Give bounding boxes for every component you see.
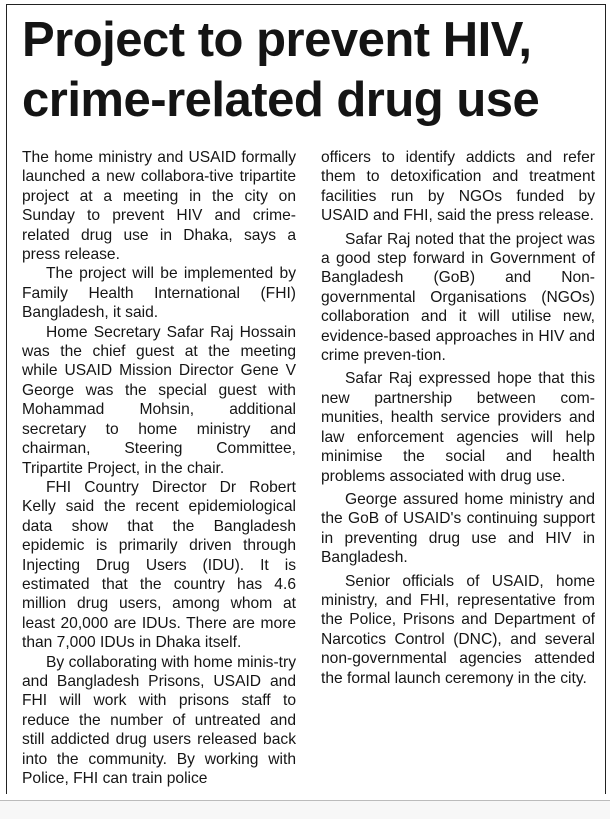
page-bottom-edge bbox=[0, 800, 610, 819]
paragraph: George assured home ministry and the GoB of USAID's continuing support in preventing drug use and HIV in Bangladesh. bbox=[321, 490, 595, 567]
paragraph: Safar Raj expressed hope that this new partnership between com-munities, health service providers and law enforcement agencies will help minimise the social and health problems associated with drug use. bbox=[321, 370, 595, 485]
paragraph: Safar Raj noted that the project was a good step forward in Government of Bangladesh (GoB) and Non-governmental Organisations (NGOs) collaboration and it will utilise new, evidence-based approaches in HIV and crime preven-tion. bbox=[321, 230, 595, 365]
paragraph: The home ministry and USAID formally launched a new collabora-tive tripartite project at a meeting in the city on Sunday to prevent HIV and crime-related drug use in Dhaka, says a press release. bbox=[22, 149, 296, 264]
paragraph: By collaborating with home minis-try and Bangladesh Prisons, USAID and FHI will work with prisons staff to reduce the number of untreated and still addicted drug users released back into the community. By working with Police, FHI can train police bbox=[22, 653, 296, 787]
paragraph: officers to identify addicts and refer them to detoxification and treatment facilities run by NGOs funded by USAID and FHI, said the press release. bbox=[321, 149, 595, 225]
article-column-left bbox=[22, 148, 296, 788]
article-column-right bbox=[321, 148, 595, 688]
paragraph: The project will be implemented by Family Health International (FHI) Bangladesh, it said. bbox=[22, 265, 296, 322]
headline bbox=[22, 10, 602, 130]
paragraph: FHI Country Director Dr Robert Kelly said the recent epidemiological data show that the Bangladesh epidemic is primarily driven through Injecting Drug Users (IDU). It is estimated that the country has 4.6 million drug users, among whom at least 20,000 are IDUs. There are more than 7,000 IDUs in Dhaka itself. bbox=[22, 478, 296, 652]
paragraph: Home Secretary Safar Raj Hossain was the chief guest at the meeting while USAID Mission Director Gene V George was the special guest with Mohammad Mohsin, additional secretary to home ministry and chairman, Steering Committee, Tripartite Project, in the chair. bbox=[22, 323, 296, 477]
headline-line-1: Project to prevent HIV, bbox=[22, 13, 532, 67]
paragraph: Senior officials of USAID, home ministry, and FHI, representative from the Police, Prisons and Department of Narcotics Control (DNC), and several non-governmental agencies attended the formal launch ceremony in the city. bbox=[321, 572, 595, 687]
headline-line-2: crime-related drug use bbox=[22, 73, 540, 127]
